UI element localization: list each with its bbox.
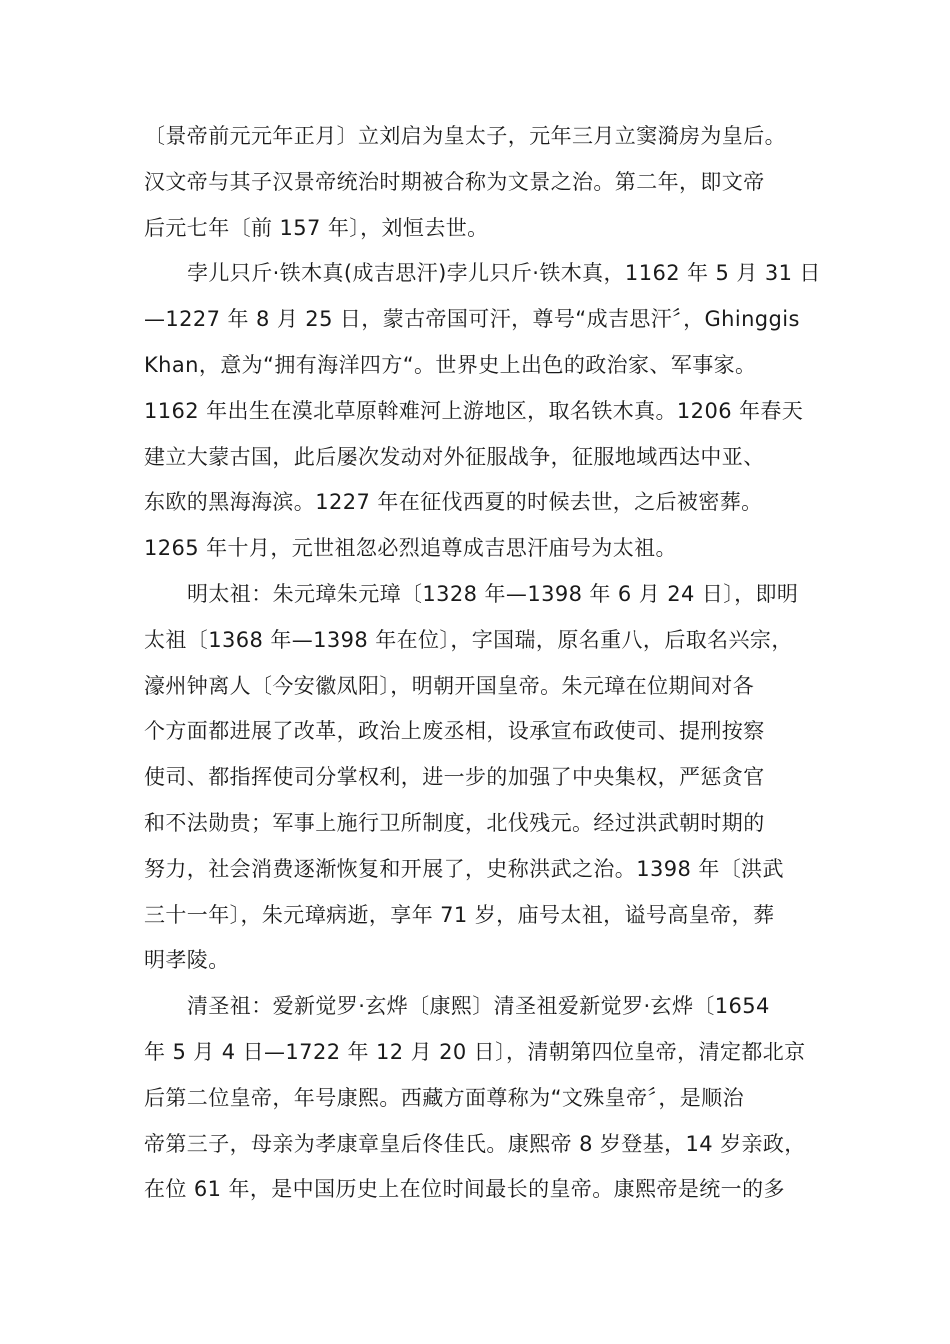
paragraph-ming-taizu (144, 572, 824, 984)
text-line: 明孝陵。 (144, 948, 230, 973)
text-line: 1162 年出生在漠北草原斡难河上游地区，取名铁木真。1206 年春天 (144, 398, 804, 423)
text-line: 三十一年〕，朱元璋病逝，享年 71 岁，庙号太祖，谥号高皇帝，葬 (144, 902, 775, 927)
text-line: —1227 年 8 月 25 日，蒙古帝国可汗，尊号“成吉思汗〞，Ghinggis (144, 307, 800, 332)
text-line: 〔景帝前元元年正月〕立刘启为皇太子，元年三月立窦漪房为皇后。 (144, 124, 786, 148)
text-line: 清圣祖：爱新觉罗·玄烨〔康熙〕清圣祖爱新觉罗·玄烨〔1654 (187, 994, 770, 1019)
text-line: 使司、都指挥使司分掌权利，进一步的加强了中央集权，严惩贪官 (144, 765, 765, 790)
text-line: 个方面都进展了改革，政治上废丞相，设承宣布政使司、提刑按察 (144, 719, 765, 744)
text-line: Khan，意为“拥有海洋四方“。世界史上出色的政治家、军事家。 (144, 352, 757, 377)
paragraph-qing-shengzu (144, 984, 824, 1213)
text-line: 努力，社会消费逐渐恢复和开展了，史称洪武之治。1398 年〔洪武 (144, 856, 784, 881)
text-line: 年 5 月 4 日—1722 年 12 月 20 日〕，清朝第四位皇帝，清定都北京 (144, 1039, 806, 1064)
text-line: 濠州钟离人〔今安徽凤阳〕，明朝开国皇帝。朱元璋在位期间对各 (144, 673, 755, 698)
text-line: 汉文帝与其子汉景帝统治时期被合称为文景之治。第二年，即文帝 (144, 169, 765, 194)
text-line: 孛儿只斤·铁木真(成吉思汗)孛儿只斤·铁木真，1162 年 5 月 31 日 (187, 261, 821, 286)
text-line: 1265 年十月，元世祖忽必烈追尊成吉思汗庙号为太祖。 (144, 536, 677, 561)
text-line: 和不法勋贵；军事上施行卫所制度，北伐残元。经过洪武朝时期的 (144, 810, 765, 835)
text-line: 明太祖：朱元璋朱元璋〔1328 年—1398 年 6 月 24 日〕，即明 (187, 581, 799, 606)
text-line: 东欧的黑海海滨。1227 年在征伐西夏的时候去世，之后被密葬。 (144, 490, 763, 515)
text-line: 在位 61 年，是中国历史上在位时间最长的皇帝。康熙帝是统一的多 (144, 1177, 785, 1202)
text-line: 后第二位皇帝，年号康熙。西藏方面尊称为“文殊皇帝〞，是顺治 (144, 1085, 744, 1110)
text-line: 帝第三子，母亲为孝康章皇后佟佳氏。康熙帝 8 岁登基，14 岁亲政， (144, 1131, 806, 1156)
document-body (144, 114, 824, 1213)
text-line: 后元七年〔前 157 年〕，刘恒去世。 (144, 215, 489, 240)
paragraph-wendi-continued (144, 114, 824, 251)
text-line: 建立大蒙古国，此后屡次发动对外征服战争，征服地域西达中亚、 (144, 444, 765, 469)
text-line: 太祖〔1368 年—1398 年在位〕，字国瑞，原名重八，后取名兴宗， (144, 627, 793, 652)
paragraph-genghis-khan (144, 251, 824, 572)
